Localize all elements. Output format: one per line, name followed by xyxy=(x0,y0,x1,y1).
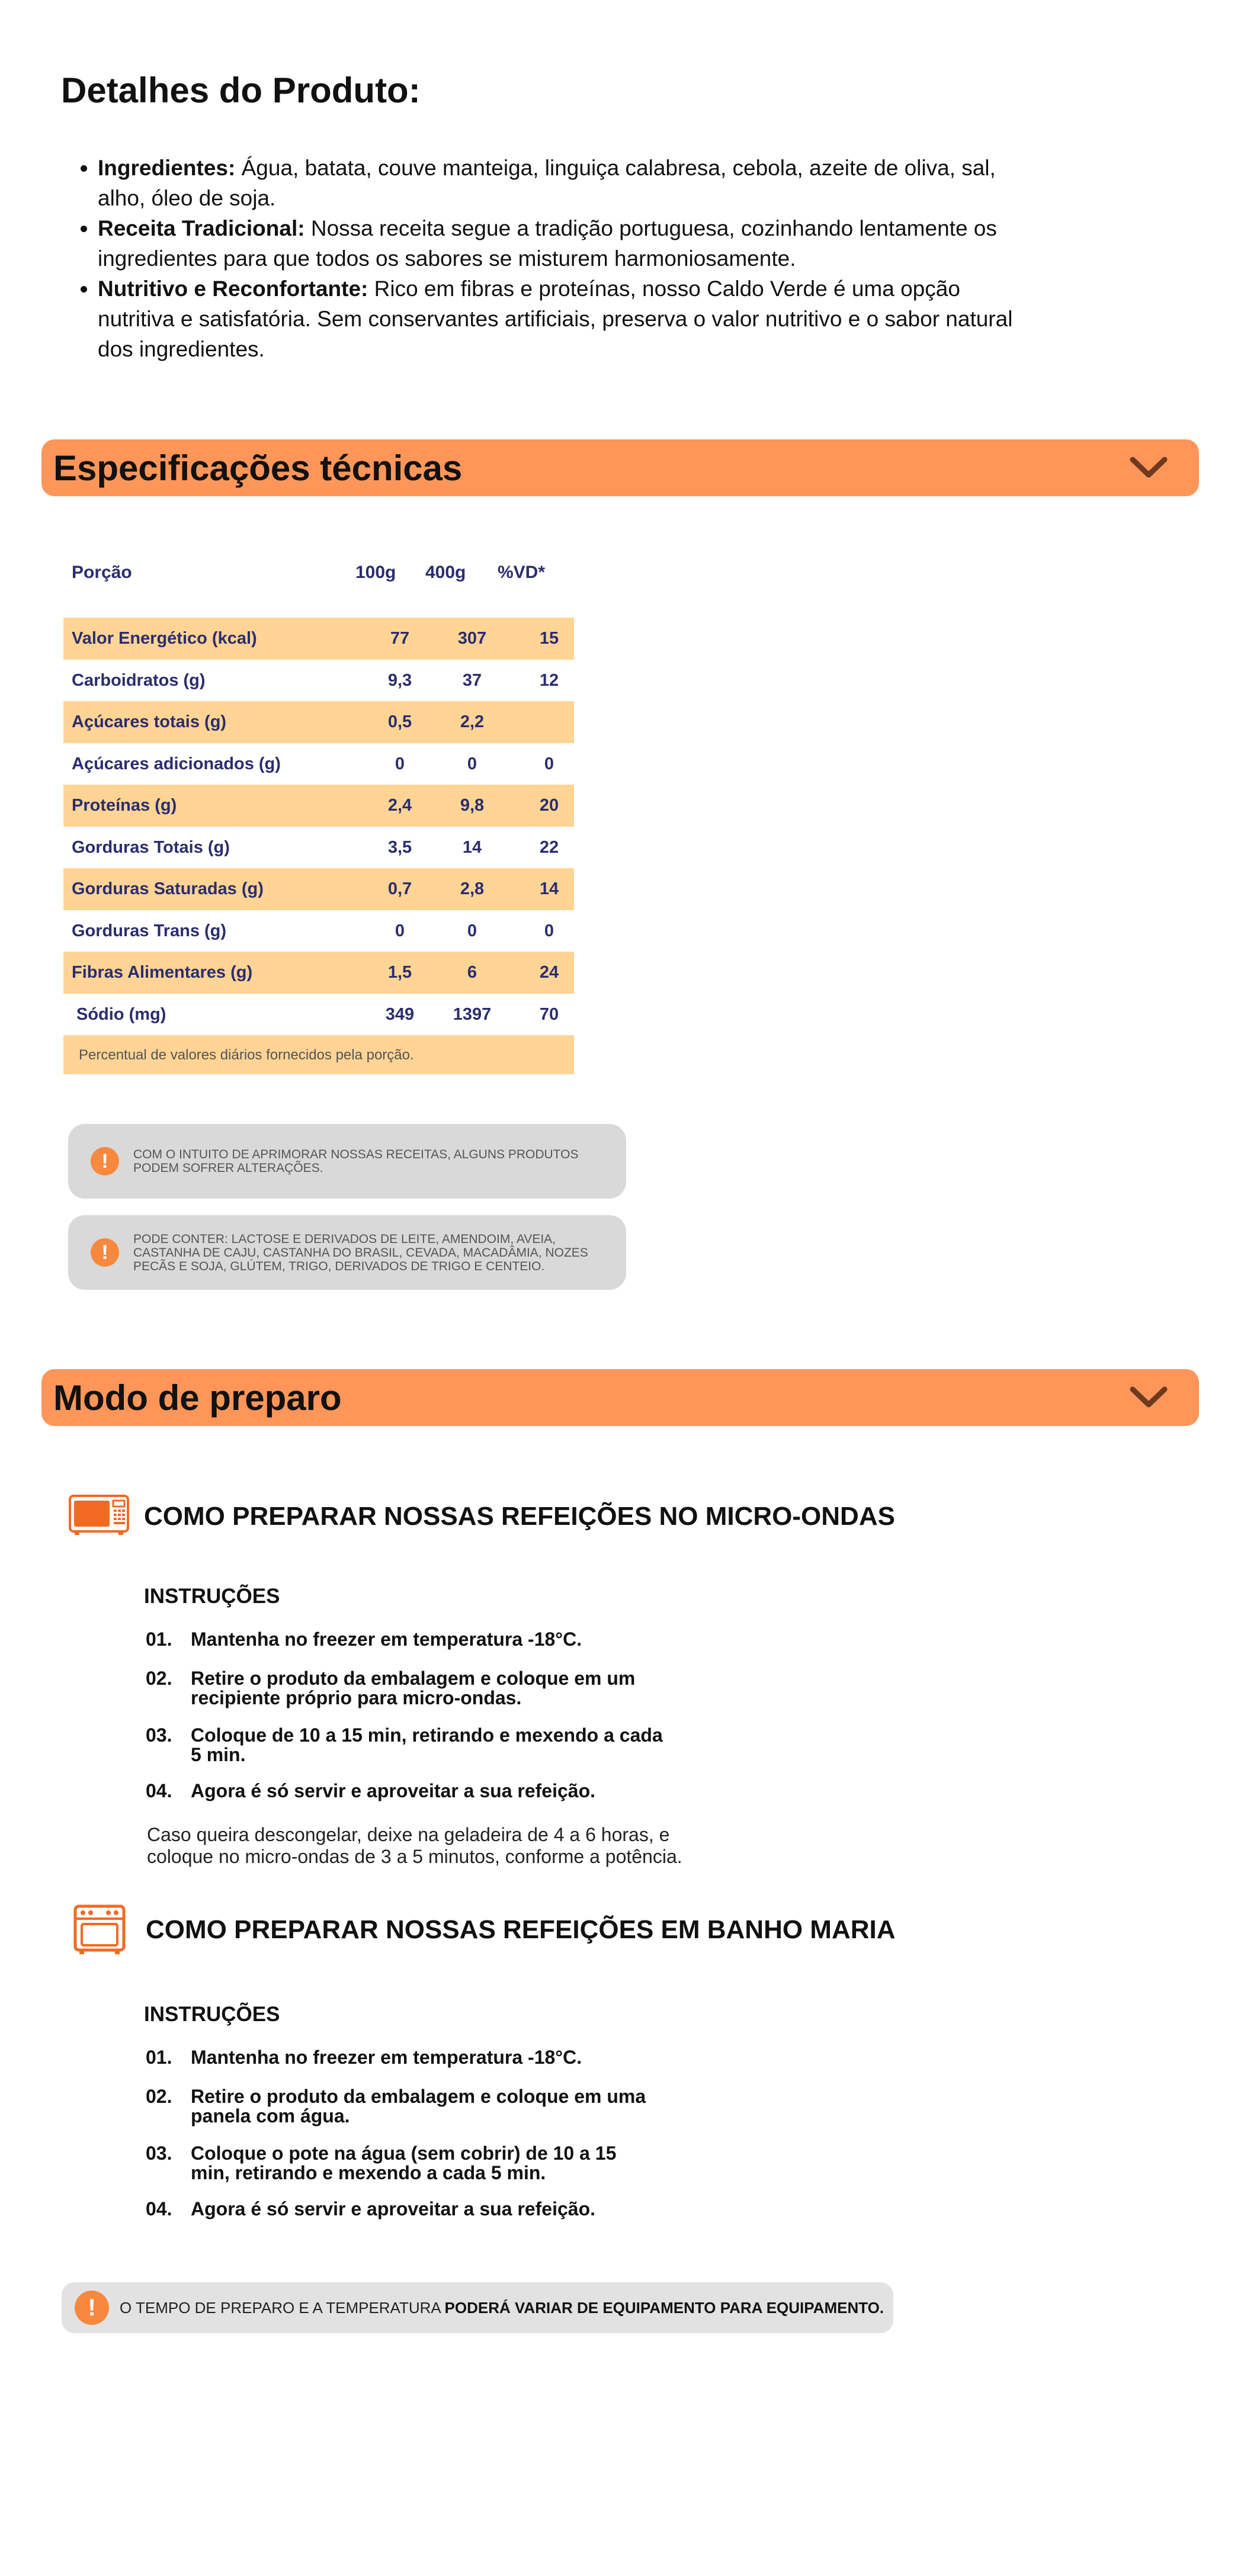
step-text: Agora é só servir e aproveitar a sua refeição. xyxy=(191,2198,595,2220)
value-100g: 2,4 xyxy=(387,796,412,815)
table-row xyxy=(63,868,574,910)
value-100g: 0 xyxy=(395,921,405,940)
value-100g: 0,7 xyxy=(387,879,412,898)
table-row xyxy=(63,785,574,827)
nutrient-name: Valor Energético (kcal) xyxy=(72,629,257,648)
step-number: 04. xyxy=(146,1780,172,1801)
step-number: 01. xyxy=(146,1629,172,1650)
table-row xyxy=(63,827,574,869)
value-400g: 37 xyxy=(462,670,482,690)
section-title: Modo de preparo xyxy=(53,1378,342,1418)
value-400g: 2,2 xyxy=(460,712,485,731)
chevron-down-icon xyxy=(1128,454,1169,482)
nutrient-name: Gorduras Trans (g) xyxy=(72,921,227,940)
oven-icon xyxy=(73,1904,126,1955)
item-text: Nossa receita segue a tradição portuguesa, cozinhando lentamente os ingredientes para que todos os sabores se misturem harmoniosamente. xyxy=(98,216,997,271)
value-vd: 14 xyxy=(539,879,559,898)
step-text: Mantenha no freezer em temperatura -18°C. xyxy=(191,2047,582,2068)
value-400g: 0 xyxy=(467,754,477,773)
item-text: Água, batata, couve manteiga, linguiça calabresa, cebola, azeite de oliva, sal, alho, óleo de soja. xyxy=(98,156,996,210)
item-label: Receita Tradicional: xyxy=(98,216,305,240)
notice-bold-text: PODERÁ VARIAR DE EQUIPAMENTO PARA EQUIPAMENTO. xyxy=(444,2299,884,2317)
microwave-icon xyxy=(69,1495,129,1536)
col-vd-header: %VD* xyxy=(498,563,546,582)
table-row xyxy=(63,994,574,1036)
step-number: 04. xyxy=(146,2198,172,2220)
footnote-text: Percentual de valores diários fornecidos pela porção. xyxy=(79,1047,414,1063)
value-400g: 6 xyxy=(467,963,477,982)
alert-icon: ! xyxy=(75,2291,109,2325)
step-text: Agora é só servir e aproveitar a sua refeição. xyxy=(191,1780,595,1801)
value-100g: 0,5 xyxy=(387,712,412,731)
value-400g: 14 xyxy=(462,837,482,857)
item-text: Rico em fibras e proteínas, nosso Caldo Verde é uma opção nutritiva e satisfatória. Sem conservantes artificiais, preserva o valor nutritivo e o sabor natural dos ingredientes. xyxy=(98,277,1013,361)
table-row xyxy=(63,660,574,702)
prep-section-toggle[interactable] xyxy=(41,1369,1199,1426)
notice-allergens xyxy=(68,1215,626,1290)
value-100g: 9,3 xyxy=(387,670,412,690)
nutrient-name: Sódio (mg) xyxy=(76,1004,166,1024)
notice-text: PODE CONTER: LACTOSE E DERIVADOS DE LEITE, AMENDOIM, AVEIA, CASTANHA DE CAJU, CASTANHA DO BRASIL, CEVADA, MACADÂMIA, NOZES PECÃS E SOJA, GLÚTEM, TRIGO, DERIVADOS DE TRIGO E CENTEIO. xyxy=(133,1232,588,1273)
alert-icon: ! xyxy=(91,1238,119,1267)
alert-icon: ! xyxy=(91,1147,119,1175)
nutrient-name: Açúcares adicionados (g) xyxy=(72,754,281,773)
nutrition-table xyxy=(63,618,574,1035)
col-400g-header: 400g xyxy=(425,563,466,582)
value-100g: 77 xyxy=(390,629,410,648)
step-number: 01. xyxy=(146,2047,172,2068)
item-label: Nutritivo e Reconfortante: xyxy=(98,277,368,301)
value-100g: 0 xyxy=(395,754,405,773)
nutrient-name: Proteínas (g) xyxy=(72,796,177,815)
value-vd: 12 xyxy=(539,670,559,690)
step-text: Mantenha no freezer em temperatura -18°C. xyxy=(191,1629,582,1650)
step-number: 02. xyxy=(146,2086,172,2107)
section-title: Especificações técnicas xyxy=(53,448,463,488)
defrost-note: Caso queira descongelar, deixe na geladeira de 4 a 6 horas, e coloque no micro-ondas de 3 a 5 minutos, conforme a potência. xyxy=(147,1824,682,1867)
table-row xyxy=(63,701,574,743)
microwave-title: COMO PREPARAR NOSSAS REFEIÇÕES NO MICRO-ONDAS xyxy=(144,1502,895,1531)
step-number: 03. xyxy=(146,1724,172,1746)
value-vd: 0 xyxy=(544,754,554,773)
notice-recipe-changes xyxy=(68,1124,626,1199)
table-row xyxy=(63,910,574,952)
nutrient-name: Açúcares totais (g) xyxy=(72,712,227,731)
list-item xyxy=(98,153,1022,213)
instructions-label: INSTRUÇÕES xyxy=(144,2003,280,2026)
value-vd: 20 xyxy=(539,796,559,815)
step-text: Coloque de 10 a 15 min, retirando e mexendo a cada 5 min. xyxy=(191,1724,663,1765)
value-vd: 24 xyxy=(539,963,559,982)
list-item xyxy=(98,274,1022,364)
value-vd: 15 xyxy=(539,629,559,648)
details-list xyxy=(74,153,1022,364)
value-400g: 2,8 xyxy=(460,879,485,898)
specs-section-toggle[interactable] xyxy=(41,439,1199,496)
value-400g: 9,8 xyxy=(460,796,485,815)
table-row xyxy=(63,743,574,785)
banho-maria-title: COMO PREPARAR NOSSAS REFEIÇÕES EM BANHO MARIA xyxy=(146,1915,896,1944)
nutrient-name: Fibras Alimentares (g) xyxy=(72,963,253,982)
value-100g: 349 xyxy=(385,1004,415,1024)
notice-text xyxy=(120,2299,884,2317)
prep-time-notice xyxy=(62,2282,893,2333)
instructions-label: INSTRUÇÕES xyxy=(144,1585,280,1608)
value-vd: 22 xyxy=(539,837,559,857)
step-text: Retire o produto da embalagem e coloque em um recipiente próprio para micro-ondas. xyxy=(191,1668,636,1708)
nutrition-footnote xyxy=(63,1035,574,1074)
portion-header: Porção xyxy=(72,563,132,582)
step-number: 03. xyxy=(146,2143,172,2164)
table-row xyxy=(63,952,574,994)
value-400g: 307 xyxy=(457,629,487,648)
value-100g: 3,5 xyxy=(387,837,412,857)
value-vd: 70 xyxy=(539,1004,559,1024)
nutrient-name: Carboidratos (g) xyxy=(72,670,206,690)
step-text: Retire o produto da embalagem e coloque em uma panela com água. xyxy=(191,2086,646,2127)
value-400g: 0 xyxy=(467,921,477,940)
notice-regular-text: O TEMPO DE PREPARO E A TEMPERATURA xyxy=(120,2299,445,2317)
item-label: Ingredientes: xyxy=(98,156,236,180)
col-100g-header: 100g xyxy=(355,563,396,582)
nutrient-name: Gorduras Totais (g) xyxy=(72,837,230,857)
nutrient-name: Gorduras Saturadas (g) xyxy=(72,879,264,898)
step-text: Coloque o pote na água (sem cobrir) de 10 a 15 min, retirando e mexendo a cada 5 min. xyxy=(191,2143,617,2183)
value-400g: 1397 xyxy=(453,1004,492,1024)
value-100g: 1,5 xyxy=(387,963,412,982)
step-number: 02. xyxy=(146,1668,172,1689)
value-vd: 0 xyxy=(544,921,554,940)
details-title: Detalhes do Produto: xyxy=(61,70,421,110)
table-row xyxy=(63,618,574,660)
chevron-down-icon xyxy=(1128,1383,1169,1412)
list-item xyxy=(98,213,1022,274)
notice-text: COM O INTUITO DE APRIMORAR NOSSAS RECEITAS, ALGUNS PRODUTOS PODEM SOFRER ALTERAÇÕES. xyxy=(133,1148,579,1175)
